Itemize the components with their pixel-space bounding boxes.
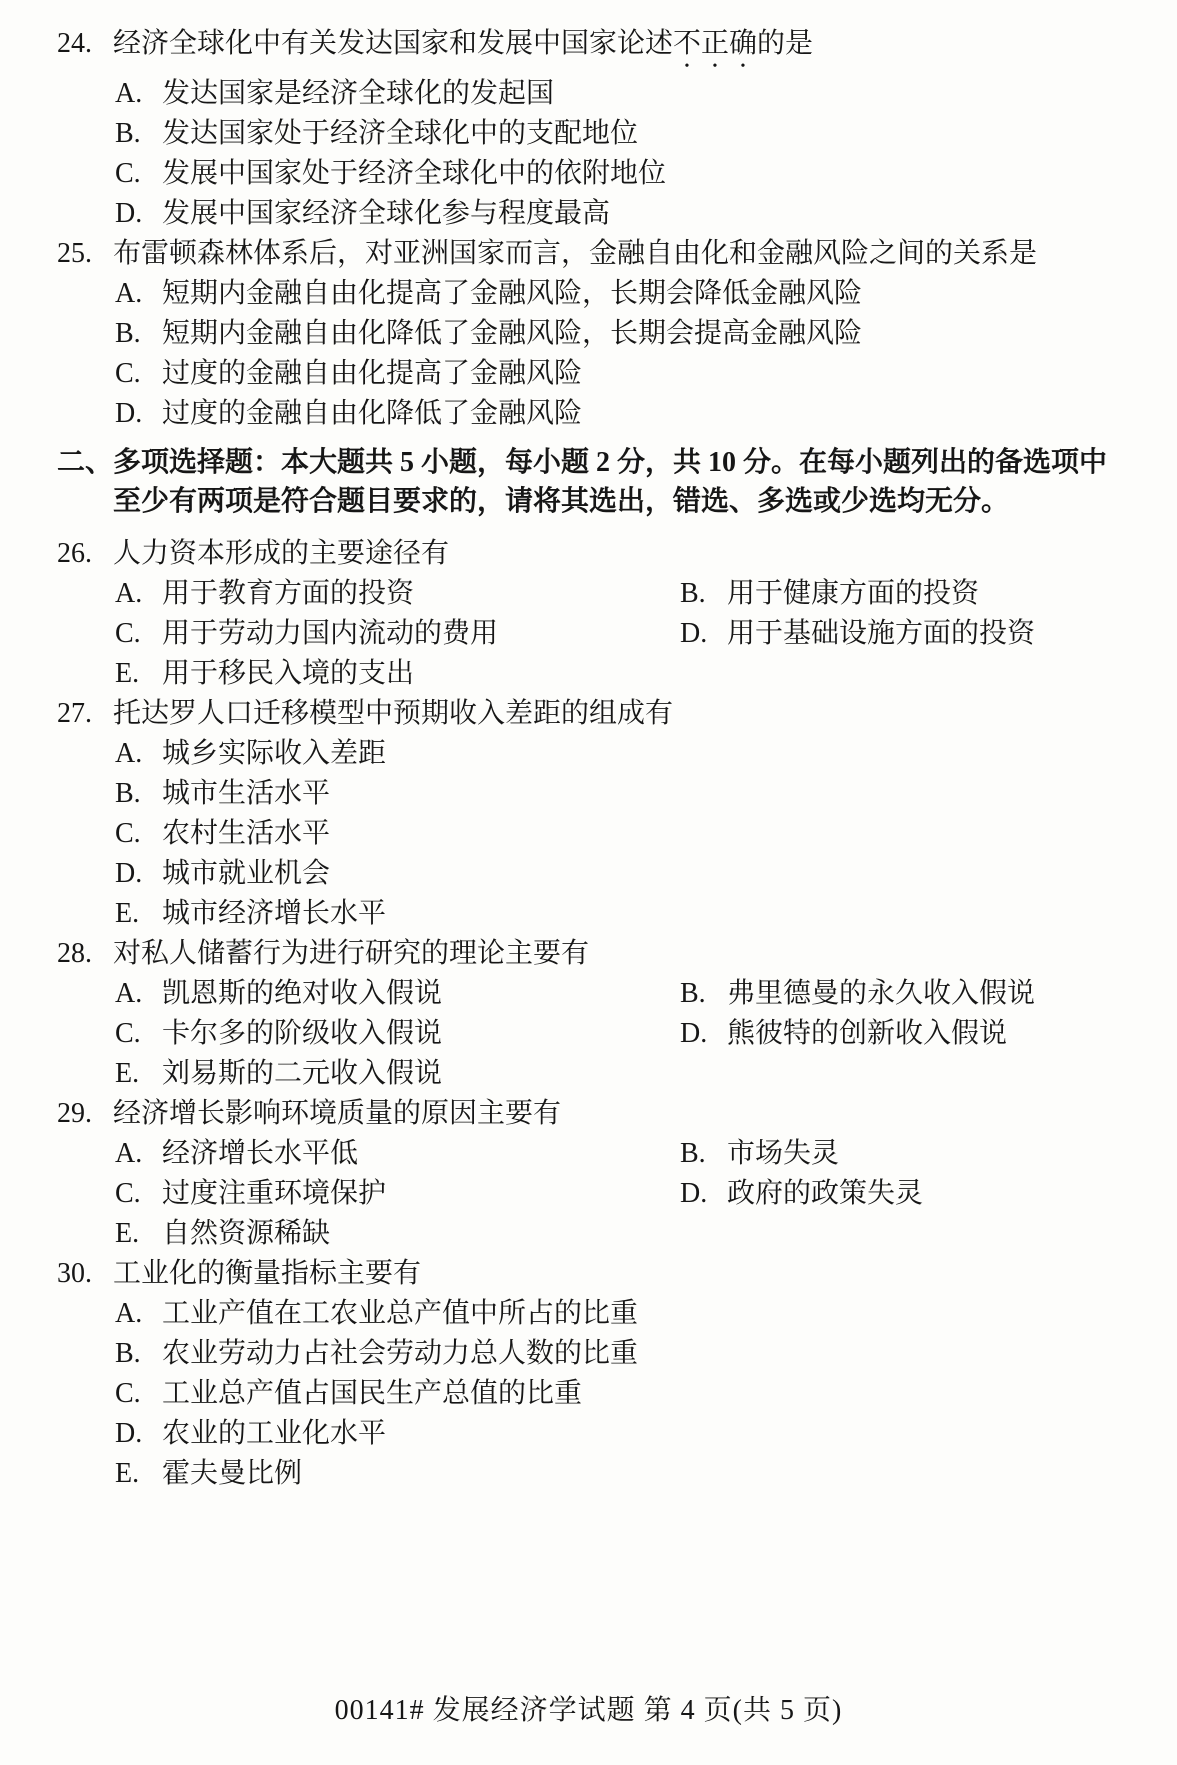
options-list [57, 1134, 1147, 1254]
option-row [115, 974, 680, 1014]
option-label: C. [115, 818, 141, 849]
option-row [680, 614, 1147, 654]
question-text: 经济增长影响环境质量的原因主要有 [113, 1098, 562, 1129]
option-row [115, 574, 680, 614]
option-text: 城市生活水平 [162, 778, 331, 809]
option-label: A. [115, 1138, 143, 1169]
options-list [57, 574, 1147, 694]
option-row [115, 74, 1147, 114]
option-row [115, 854, 1147, 894]
option-row [115, 1134, 680, 1174]
option-label: D. [115, 858, 143, 889]
page-footer: 00141# 发展经济学试题 第 4 页(共 5 页) [334, 1695, 843, 1726]
option-label: C. [115, 158, 141, 189]
option-row [115, 274, 1147, 314]
option-label: C. [115, 618, 141, 649]
option-row [115, 1214, 680, 1254]
option-label: C. [115, 358, 141, 389]
option-label: E. [115, 1458, 140, 1489]
option-label: B. [680, 1138, 706, 1169]
option-row [115, 1334, 1147, 1374]
option-label: D. [115, 398, 143, 429]
option-text: 自然资源稀缺 [162, 1218, 331, 1249]
option-row [680, 1134, 1147, 1174]
options-list [57, 974, 1147, 1094]
question-text-pre: 经济全球化中有关发达国家和发展中国家论述 [113, 28, 674, 59]
option-text: 刘易斯的二元收入假说 [162, 1058, 443, 1089]
options-list [57, 74, 1147, 234]
option-label: C. [115, 1378, 141, 1409]
question-number: 28. [57, 938, 92, 969]
option-label: D. [680, 1018, 708, 1049]
option-label: B. [680, 978, 706, 1009]
option-text: 用于劳动力国内流动的费用 [162, 618, 499, 649]
option-text: 经济增长水平低 [162, 1138, 359, 1169]
question-text-emphasis: 不正确 [673, 28, 758, 59]
option-text: 农业劳动力占社会劳动力总人数的比重 [162, 1338, 639, 1369]
option-label: B. [115, 1338, 141, 1369]
options-list [57, 274, 1147, 434]
option-label: B. [115, 318, 141, 349]
option-label: A. [115, 278, 143, 309]
question-text [113, 24, 1147, 74]
option-text: 城市就业机会 [162, 858, 331, 889]
question-number: 29. [57, 1098, 92, 1129]
option-label: E. [115, 658, 140, 689]
option-row [115, 1014, 680, 1054]
option-text: 用于健康方面的投资 [727, 578, 980, 609]
option-row [115, 1294, 1147, 1334]
question-number: 25. [57, 238, 92, 269]
option-text: 政府的政策失灵 [727, 1178, 924, 1209]
option-label: A. [115, 1298, 143, 1329]
option-label: D. [680, 1178, 708, 1209]
option-text: 用于基础设施方面的投资 [727, 618, 1036, 649]
option-text: 城市经济增长水平 [162, 898, 387, 929]
option-text: 用于教育方面的投资 [162, 578, 415, 609]
option-row [115, 814, 1147, 854]
option-text: 发展中国家处于经济全球化中的依附地位 [162, 158, 667, 189]
option-text: 农业的工业化水平 [162, 1418, 387, 1449]
option-row [115, 1454, 1147, 1494]
option-text: 发展中国家经济全球化参与程度最高 [162, 198, 611, 229]
option-row [680, 974, 1147, 1014]
question-28 [57, 934, 1147, 1094]
option-label: A. [115, 78, 143, 109]
option-text: 弗里德曼的永久收入假说 [727, 978, 1036, 1009]
question-number: 26. [57, 538, 92, 569]
option-row [115, 614, 680, 654]
option-row [115, 774, 1147, 814]
option-text: 市场失灵 [727, 1138, 840, 1169]
question-number: 24. [57, 28, 92, 59]
question-text: 人力资本形成的主要途径有 [113, 538, 450, 569]
option-row [115, 734, 1147, 774]
option-text: 卡尔多的阶级收入假说 [162, 1018, 443, 1049]
option-row [115, 654, 680, 694]
option-text: 发达国家是经济全球化的发起国 [162, 78, 555, 109]
question-text: 工业化的衡量指标主要有 [113, 1258, 422, 1289]
option-label: A. [115, 578, 143, 609]
option-text: 短期内金融自由化降低了金融风险，长期会提高金融风险 [162, 318, 863, 349]
option-text: 工业总产值占国民生产总值的比重 [162, 1378, 583, 1409]
option-row [115, 1054, 680, 1094]
option-text: 过度注重环境保护 [162, 1178, 387, 1209]
option-label: E. [115, 898, 140, 929]
question-number: 30. [57, 1258, 92, 1289]
question-29 [57, 1094, 1147, 1254]
question-24 [57, 24, 1147, 234]
option-text: 过度的金融自由化降低了金融风险 [162, 398, 583, 429]
option-label: B. [115, 778, 141, 809]
option-row [115, 1414, 1147, 1454]
option-label: D. [680, 618, 708, 649]
section-marker: 二、 [57, 447, 114, 478]
option-label: A. [115, 738, 143, 769]
option-row [115, 194, 1147, 234]
question-27 [57, 694, 1147, 934]
option-row [680, 574, 1147, 614]
option-row [115, 114, 1147, 154]
option-text: 过度的金融自由化提高了金融风险 [162, 358, 583, 389]
option-label: B. [680, 578, 706, 609]
option-label: E. [115, 1218, 140, 1249]
option-row [115, 354, 1147, 394]
question-30 [57, 1254, 1147, 1494]
option-label: B. [115, 118, 141, 149]
option-row [115, 1174, 680, 1214]
question-text: 托达罗人口迁移模型中预期收入差距的组成有 [113, 698, 674, 729]
option-text: 用于移民入境的支出 [162, 658, 415, 689]
section-header [57, 443, 1147, 521]
option-row [115, 314, 1147, 354]
option-row [115, 394, 1147, 434]
question-text: 布雷顿森林体系后，对亚洲国家而言，金融自由化和金融风险之间的关系是 [113, 238, 1038, 269]
option-label: A. [115, 978, 143, 1009]
section-instructions: 多项选择题：本大题共 5 小题，每小题 2 分，共 10 分。在每小题列出的备选项中至少有两项是符合题目要求的，请将其选出，错选、多选或少选均无分。 [113, 447, 1108, 517]
question-text-post: 的是 [757, 28, 814, 59]
options-list [57, 1294, 1147, 1494]
option-text: 工业产值在工农业总产值中所占的比重 [162, 1298, 639, 1329]
option-label: D. [115, 1418, 143, 1449]
option-text: 城乡实际收入差距 [162, 738, 387, 769]
option-text: 农村生活水平 [162, 818, 331, 849]
option-row [680, 1174, 1147, 1214]
option-row [115, 1374, 1147, 1414]
question-26 [57, 534, 1147, 694]
option-text: 凯恩斯的绝对收入假说 [162, 978, 443, 1009]
option-row [115, 154, 1147, 194]
option-text: 熊彼特的创新收入假说 [727, 1018, 1008, 1049]
option-row [115, 894, 1147, 934]
option-label: E. [115, 1058, 140, 1089]
option-text: 发达国家处于经济全球化中的支配地位 [162, 118, 639, 149]
question-number: 27. [57, 698, 92, 729]
option-label: D. [115, 198, 143, 229]
option-row [680, 1014, 1147, 1054]
options-list [57, 734, 1147, 934]
option-label: C. [115, 1178, 141, 1209]
question-25 [57, 234, 1147, 434]
option-text: 短期内金融自由化提高了金融风险，长期会降低金融风险 [162, 278, 863, 309]
option-text: 霍夫曼比例 [162, 1458, 303, 1489]
question-text: 对私人储蓄行为进行研究的理论主要有 [113, 938, 590, 969]
option-label: C. [115, 1018, 141, 1049]
